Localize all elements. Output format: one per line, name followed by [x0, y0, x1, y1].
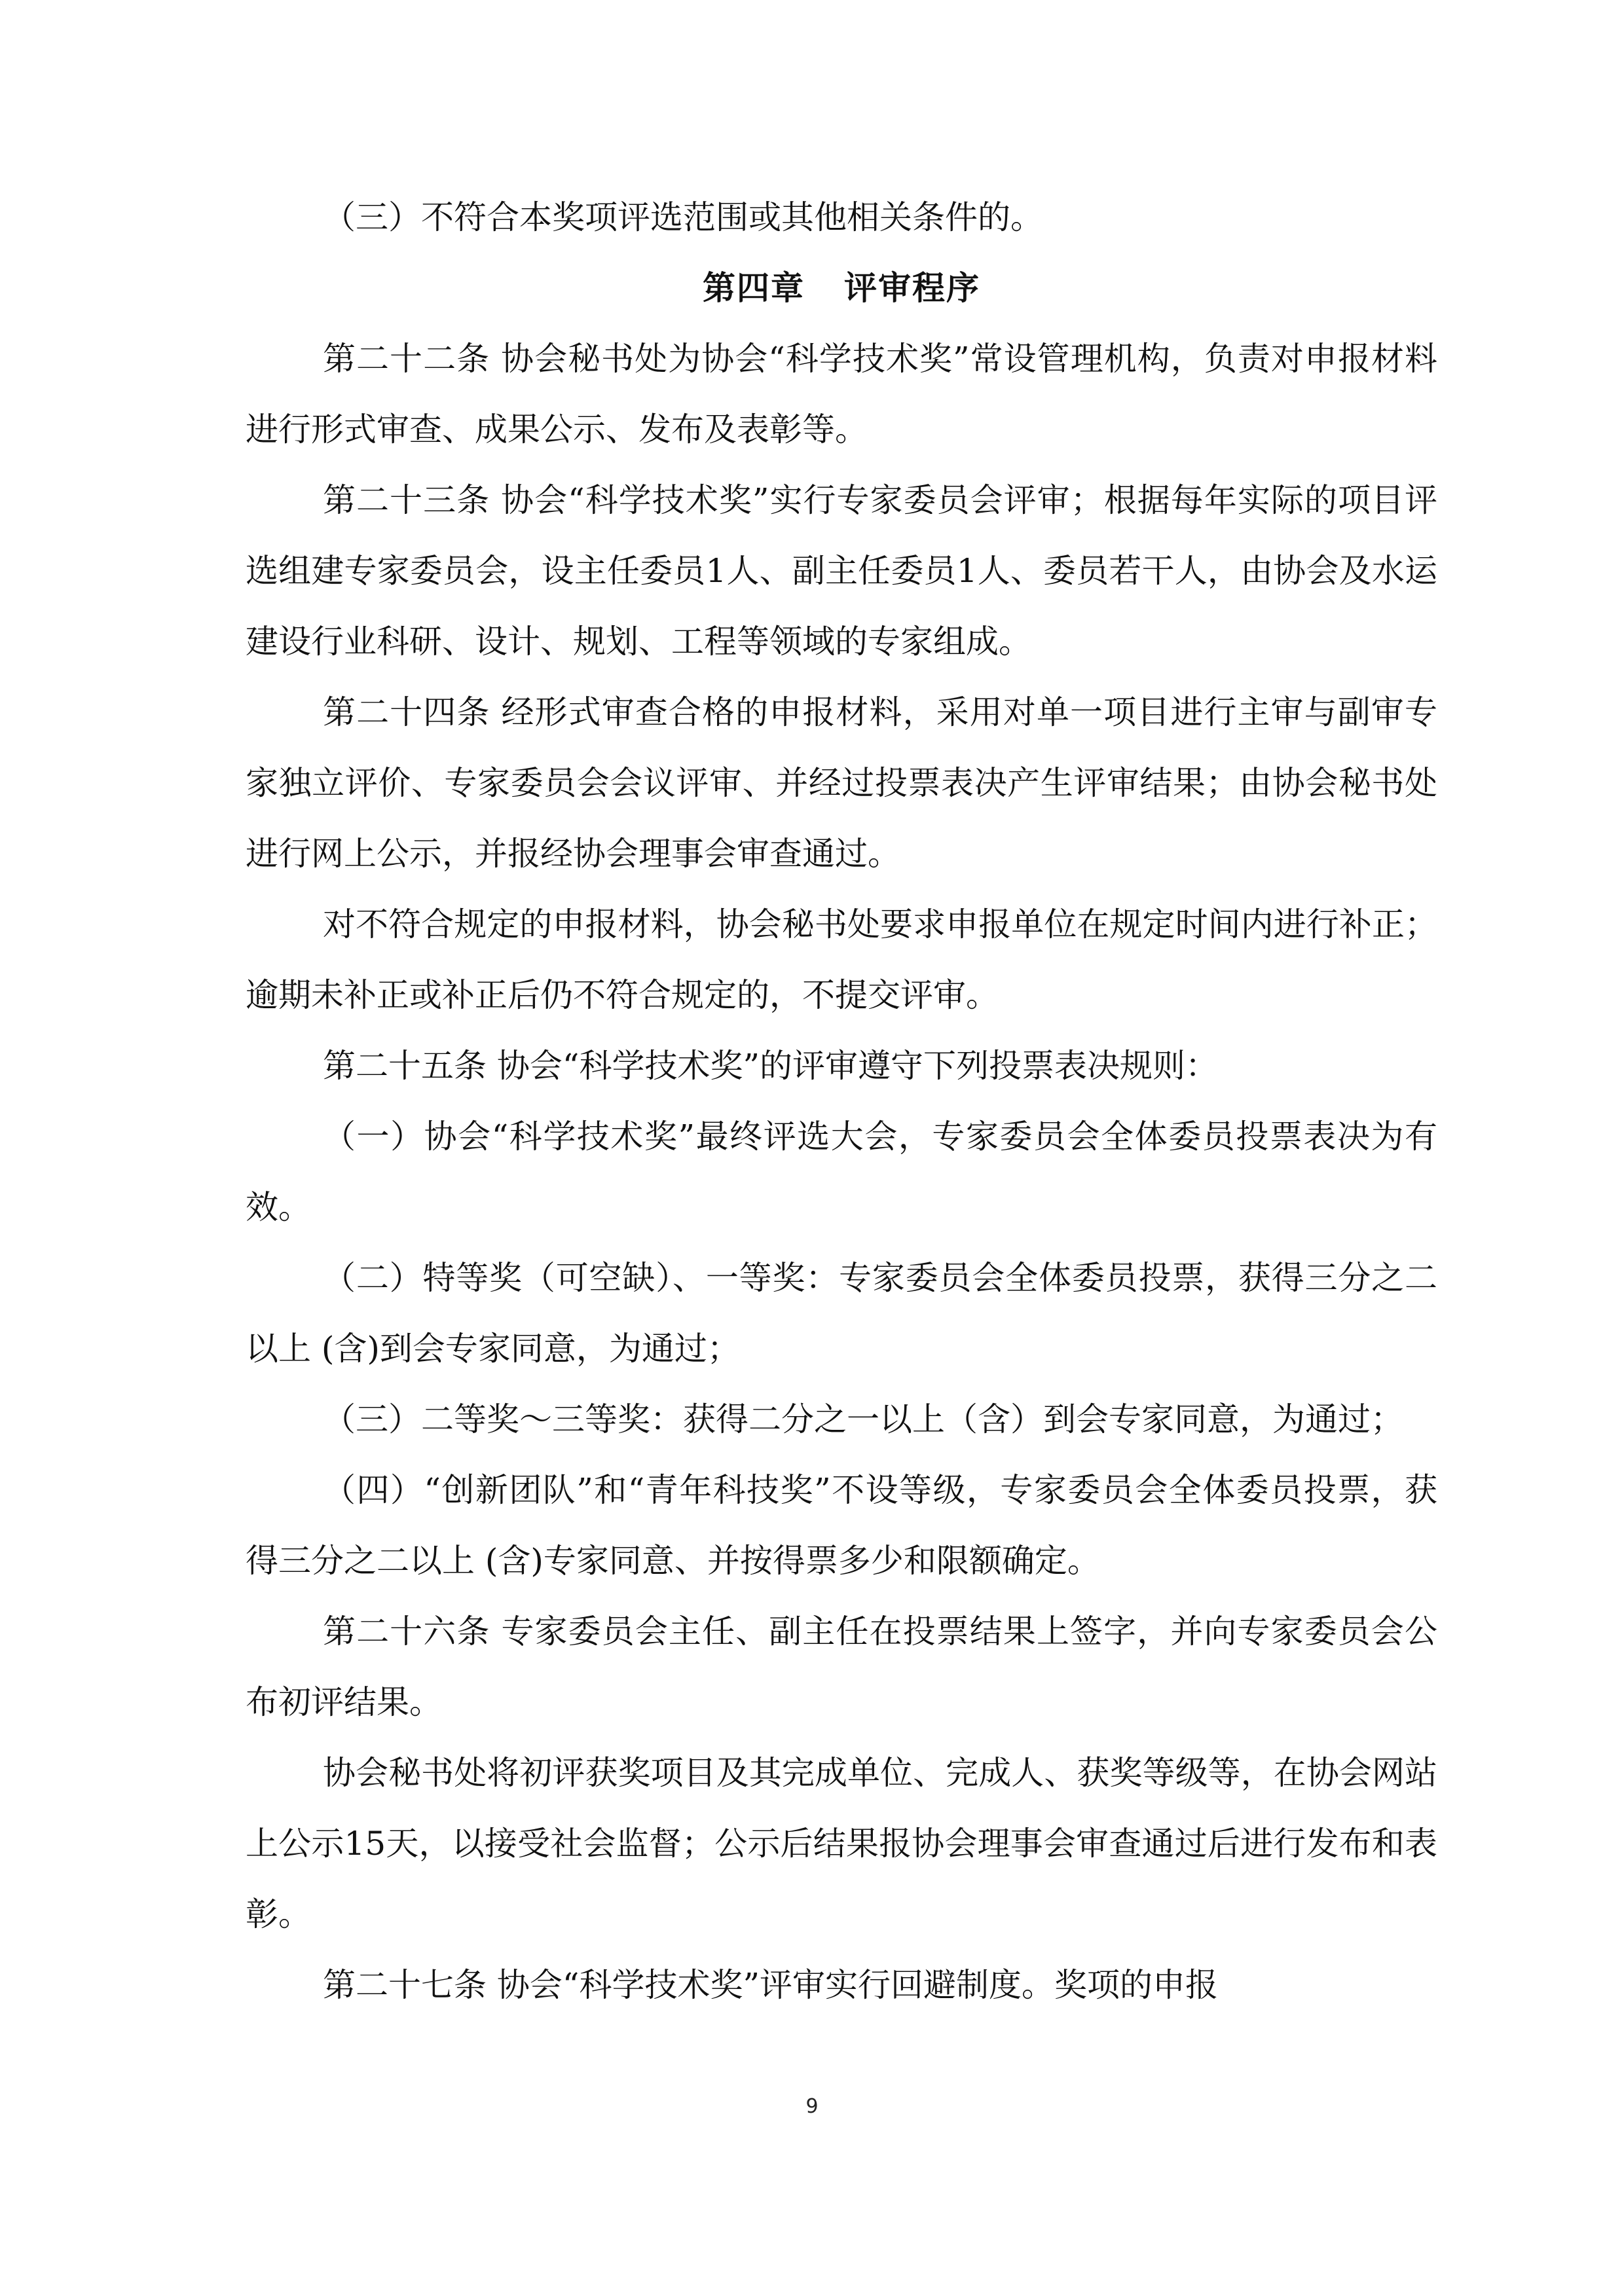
- paragraph-article-23: 第二十三条 协会“科学技术奖”实行专家委员会评审；根据每年实际的项目评选组建专家委员会，设主任委员1人、副主任委员1人、委员若干人，由协会及水运建设行业科研、设计、规划、工程等领域的专家组成。: [246, 481, 1437, 661]
- paragraph-article-22: 第二十二条 协会秘书处为协会“科学技术奖”常设管理机构，负责对申报材料进行形式审查、成果公示、发布及表彰等。: [246, 340, 1437, 448]
- paragraph-rule-3: （三）二等奖～三等奖：获得二分之一以上（含）到会专家同意，为通过；: [323, 1400, 1403, 1438]
- paragraph-article-24: 第二十四条 经形式审查合格的申报材料，采用对单一项目进行主审与副审专家独立评价、专家委员会会议评审、并经过投票表决产生评审结果；由协会秘书处进行网上公示，并报经协会理事会审查通过。: [246, 693, 1437, 873]
- paragraph-rule-1: （一）协会“科学技术奖”最终评选大会，专家委员会全体委员投票表决为有效。: [246, 1118, 1437, 1226]
- page-number: 9: [805, 2095, 819, 2118]
- chapter-title: 评审程序: [844, 269, 980, 307]
- paragraph-article-26-publicity: 协会秘书处将初评获奖项目及其完成单位、完成人、获奖等级等，在协会网站上公示15天，以接受社会监督；公示后结果报协会理事会审查通过后进行发布和表彰。: [246, 1754, 1437, 1933]
- paragraph-article-27: 第二十七条 协会“科学技术奖”评审实行回避制度。奖项的申报: [323, 1966, 1219, 2004]
- chapter-number: 第四章: [703, 269, 805, 307]
- paragraph-article-26: 第二十六条 专家委员会主任、副主任在投票结果上签字，并向专家委员会公布初评结果。: [246, 1613, 1437, 1721]
- page-content: [246, 182, 1437, 2020]
- chapter-heading: [246, 253, 1437, 323]
- paragraph-article-24-supplement: 对不符合规定的申报材料，协会秘书处要求申报单位在规定时间内进行补正；逾期未补正或补正后仍不符合规定的，不提交评审。: [246, 905, 1437, 1014]
- paragraph-article-25: 第二十五条 协会“科学技术奖”的评审遵守下列投票表决规则：: [323, 1047, 1219, 1085]
- paragraph-rule-2: （二）特等奖（可空缺）、一等奖：专家委员会全体委员投票，获得三分之二以上 (含)到会专家同意，为通过；: [246, 1259, 1437, 1368]
- paragraph-rule-4: （四）“创新团队”和“青年科技奖”不设等级，专家委员会全体委员投票，获得三分之二以上 (含)专家同意、并按得票多少和限额确定。: [246, 1471, 1437, 1580]
- paragraph-clause-3-ineligible: （三）不符合本奖项评选范围或其他相关条件的。: [323, 198, 1043, 236]
